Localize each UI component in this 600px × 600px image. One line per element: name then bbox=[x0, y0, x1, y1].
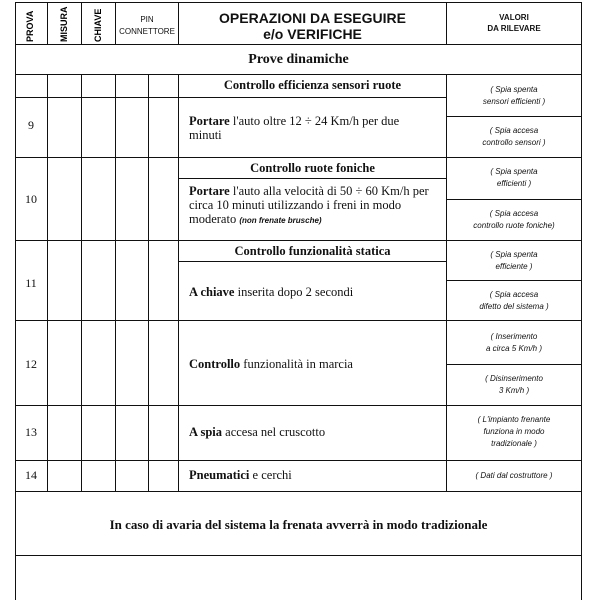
row-14-v1-line1: ( Dati dal costruttore ) bbox=[475, 471, 553, 480]
row-13-v1-line3: tradizionale ) bbox=[491, 439, 537, 448]
row-10-v2-line1: ( Spia accesa bbox=[489, 209, 539, 218]
row-line bbox=[15, 320, 582, 321]
border-left bbox=[15, 2, 16, 600]
col-sep bbox=[178, 74, 179, 491]
row-11-op-text: inserita dopo 2 secondi bbox=[234, 285, 354, 299]
row-12-op-text: funzionalità in marcia bbox=[240, 357, 353, 371]
col-sep bbox=[148, 74, 149, 491]
row-11-v2-line2: difetto del sistema ) bbox=[479, 302, 549, 311]
border-top bbox=[15, 2, 582, 3]
col-sep bbox=[47, 2, 48, 44]
header-pin-label: PIN bbox=[140, 15, 154, 24]
row-13-v1-line1: ( L'impianto frenante bbox=[477, 415, 551, 424]
row-14-operation bbox=[189, 468, 439, 482]
header-operazioni bbox=[179, 10, 446, 42]
row-line bbox=[446, 364, 582, 365]
row-11-operation bbox=[189, 285, 439, 299]
row-line bbox=[15, 97, 179, 98]
row-10-value-2 bbox=[447, 208, 581, 232]
row-14-number: 14 bbox=[25, 468, 37, 482]
header-operazioni-line1: OPERAZIONI DA ESEGUIRE bbox=[219, 10, 406, 26]
row-line bbox=[15, 460, 582, 461]
header-pin bbox=[116, 14, 178, 38]
col-sep bbox=[47, 74, 48, 491]
col-sep bbox=[115, 74, 116, 491]
row-10-operation bbox=[189, 184, 439, 228]
row-13-v1-line2: funziona in modo bbox=[483, 427, 545, 436]
row-line bbox=[178, 97, 446, 98]
row-11-v2-line1: ( Spia accesa bbox=[489, 290, 539, 299]
row-14-op-text: e cerchi bbox=[249, 468, 292, 482]
col-sep bbox=[81, 2, 82, 44]
row-12-op-bold: Controllo bbox=[189, 357, 241, 371]
row-14-value-1 bbox=[447, 470, 581, 482]
row-10-v2-line2: controllo ruote foniche) bbox=[473, 221, 555, 230]
row-13-operation bbox=[189, 425, 439, 439]
row-line bbox=[15, 157, 582, 158]
row-10-number: 10 bbox=[25, 192, 37, 206]
border-right bbox=[581, 2, 582, 600]
row-11-v1-line1: ( Spia spenta bbox=[490, 250, 538, 259]
row-12-v1-line1: ( Inserimento bbox=[490, 332, 538, 341]
footer-note: In caso di avaria del sistema la frenata avverrà in modo tradizionale bbox=[109, 517, 488, 532]
row-11-op-bold: A chiave bbox=[189, 285, 235, 299]
row-9-value-2 bbox=[447, 125, 581, 149]
row-13-value-1 bbox=[447, 414, 581, 450]
footer-divider bbox=[15, 555, 582, 556]
row-line bbox=[178, 178, 446, 179]
header-valori bbox=[447, 12, 581, 34]
header-prova: PROVA bbox=[25, 10, 35, 42]
row-line bbox=[178, 261, 446, 262]
row-11-value-2 bbox=[447, 289, 581, 313]
row-12-v1-line2: a circa 5 Km/h ) bbox=[485, 344, 542, 353]
header-chiave: CHIAVE bbox=[93, 8, 103, 42]
row-10-op-note: (non frenate brusche) bbox=[239, 216, 322, 225]
row-9-op-text: l'auto oltre 12 ÷ 24 Km/h per due minuti bbox=[189, 114, 400, 142]
row-line bbox=[15, 240, 582, 241]
row-9-subheading: Controllo efficienza sensori ruote bbox=[223, 78, 402, 92]
row-13-op-bold: A spia bbox=[189, 425, 223, 439]
row-9-v1-line2: sensori efficienti ) bbox=[482, 97, 546, 106]
row-12-value-1 bbox=[447, 331, 581, 355]
row-11-v1-line2: efficiente ) bbox=[495, 262, 533, 271]
col-sep bbox=[81, 74, 82, 491]
header-valori-line1: VALORI bbox=[499, 13, 529, 22]
header-connettore-label: CONNETTORE bbox=[119, 27, 175, 36]
row-12-number: 12 bbox=[25, 357, 37, 371]
row-14-op-bold: Pneumatici bbox=[189, 468, 250, 482]
header-operazioni-line2: e/o VERIFICHE bbox=[263, 26, 362, 42]
row-10-value-1 bbox=[447, 166, 581, 190]
row-10-op-bold: Portare bbox=[189, 184, 230, 198]
row-13-op-text: accesa nel cruscotto bbox=[222, 425, 326, 439]
row-line bbox=[15, 405, 582, 406]
row-9-v2-line1: ( Spia accesa bbox=[489, 126, 539, 135]
row-12-value-2 bbox=[447, 373, 581, 397]
row-10-subheading: Controllo ruote foniche bbox=[250, 161, 375, 175]
header-valori-line2: DA RILEVARE bbox=[487, 24, 541, 33]
row-12-operation bbox=[189, 357, 439, 371]
row-10-v1-line1: ( Spia spenta bbox=[490, 167, 538, 176]
section-title: Prove dinamiche bbox=[248, 52, 349, 67]
row-9-v2-line2: controllo sensori ) bbox=[482, 138, 546, 147]
section-divider bbox=[15, 74, 582, 75]
row-11-value-1 bbox=[447, 249, 581, 273]
row-line bbox=[15, 491, 582, 492]
row-line bbox=[446, 280, 582, 281]
row-9-operation bbox=[189, 114, 429, 142]
header-divider bbox=[15, 44, 582, 45]
row-13-number: 13 bbox=[25, 425, 37, 439]
row-9-value-1 bbox=[447, 84, 581, 108]
row-line bbox=[446, 116, 582, 117]
row-10-v1-line2: efficienti ) bbox=[496, 179, 532, 188]
row-line bbox=[446, 199, 582, 200]
row-12-v2-line2: 3 Km/h ) bbox=[498, 386, 530, 395]
row-11-number: 11 bbox=[25, 276, 37, 290]
row-9-number: 9 bbox=[28, 118, 34, 132]
row-10-op-text: l'auto alla velocità di 50 ÷ 60 Km/h per circa 10 minuti utilizzando i freni in modo moderato bbox=[189, 184, 429, 226]
row-12-v2-line1: ( Disinserimento bbox=[485, 374, 543, 383]
row-11-subheading: Controllo funzionalità statica bbox=[234, 244, 391, 258]
row-9-v1-line1: ( Spia spenta bbox=[490, 85, 538, 94]
row-9-op-bold: Portare bbox=[189, 114, 230, 128]
header-misura: MISURA bbox=[59, 6, 69, 42]
